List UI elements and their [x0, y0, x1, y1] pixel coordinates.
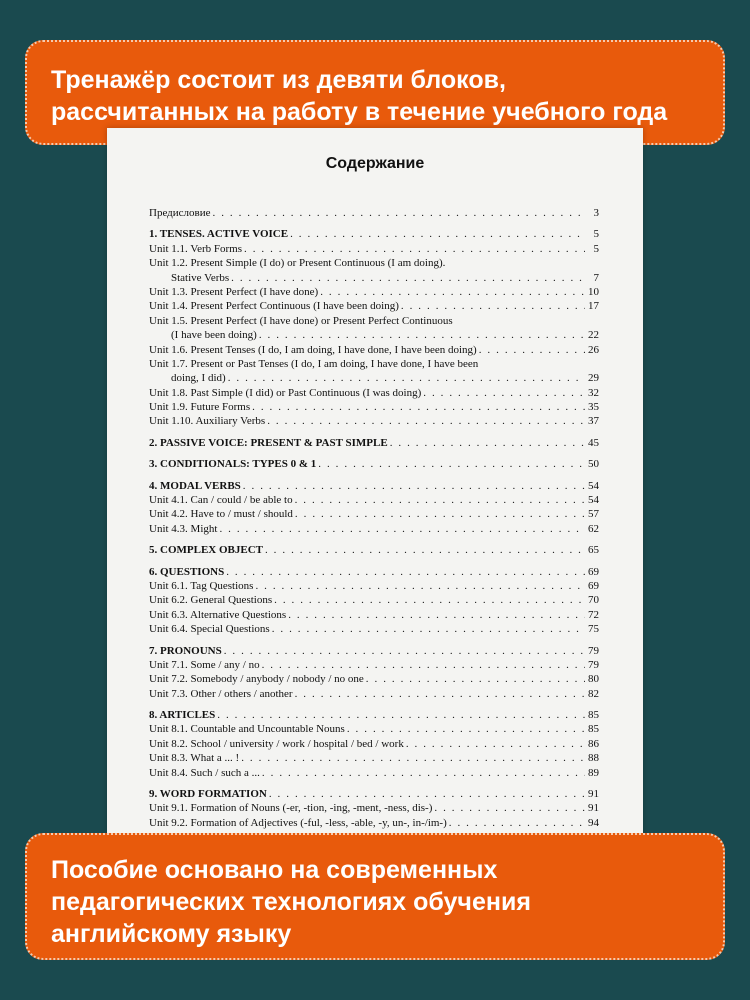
toc-entry-page: 5: [593, 242, 599, 255]
toc-entry-text: Unit 1.8. Past Simple (I did) or Past Continuous (I was doing): [149, 386, 422, 399]
toc-row: [149, 400, 599, 414]
toc-entry-page: 85: [588, 723, 599, 736]
toc-section: [149, 457, 599, 471]
bottom-banner-line-3: английскому языку: [51, 920, 292, 948]
toc-entry-text: Unit 8.2. School / university / work / hospital / bed / work: [149, 737, 404, 750]
toc-row: [149, 522, 599, 536]
bottom-banner-line-2: педагогических технологиях обучения: [51, 888, 531, 916]
toc-entry-text: 7. PRONOUNS: [149, 644, 222, 657]
toc-entry-text: Unit 1.3. Present Perfect (I have done): [149, 285, 319, 298]
toc-entry-page: 3: [593, 206, 599, 219]
toc-entry-page: 80: [588, 673, 599, 686]
toc-row: [149, 723, 599, 737]
toc-entry-text: 4. MODAL VERBS: [149, 479, 241, 492]
toc-section: [149, 708, 599, 722]
toc-entry-text: Unit 1.5. Present Perfect (I have done) or Present Perfect Continuous: [149, 314, 453, 327]
toc-entry-text: 1. TENSES. ACTIVE VOICE: [149, 228, 289, 241]
toc-row: [149, 414, 599, 428]
toc-entry-page: 69: [588, 565, 599, 578]
toc-row: [149, 299, 599, 313]
toc-entry-text: Unit 1.1. Verb Forms: [149, 242, 242, 255]
toc-entry-page: 89: [588, 766, 599, 779]
table-of-contents: [149, 206, 599, 830]
toc-entry-text: Unit 6.2. General Questions: [149, 594, 273, 607]
toc-section: [149, 644, 599, 658]
toc-row: [149, 622, 599, 636]
toc-section: [149, 436, 599, 450]
toc-entry-text: 6. QUESTIONS: [149, 565, 225, 578]
toc-row: [149, 608, 599, 622]
book-page: [107, 128, 643, 848]
toc-entry-page: 26: [588, 343, 599, 356]
toc-entry-text: 9. WORD FORMATION: [149, 788, 267, 801]
toc-entry-text: Unit 6.3. Alternative Questions: [149, 608, 287, 621]
toc-entry-page: 75: [588, 623, 599, 636]
toc-entry-page: 62: [588, 522, 599, 535]
toc-entry-page: 91: [588, 802, 599, 815]
toc-entry-page: 91: [588, 788, 599, 801]
toc-entry-page: 37: [588, 415, 599, 428]
toc-row: [149, 751, 599, 765]
toc-row: [149, 801, 599, 815]
toc-entry-text: Unit 1.9. Future Forms: [149, 401, 251, 414]
toc-entry-text: Unit 8.4. Such / such a ...: [149, 766, 260, 779]
toc-row-continued: [149, 271, 599, 285]
toc-row: [149, 579, 599, 593]
toc-row: [149, 386, 599, 400]
toc-row: [149, 285, 599, 299]
top-banner-line-2: рассчитанных на работу в течение учебного года: [51, 98, 668, 126]
toc-entry-text: Stative Verbs: [171, 271, 230, 284]
toc-entry-text: Unit 1.2. Present Simple (I do) or Present Continuous (I am doing).: [149, 257, 446, 270]
toc-entry-text: Unit 1.4. Present Perfect Continuous (I have been doing): [149, 300, 399, 313]
toc-section: [149, 543, 599, 557]
toc-entry-text: Unit 1.10. Auxiliary Verbs: [149, 415, 266, 428]
toc-entry-page: 86: [588, 737, 599, 750]
toc-entry-text: Unit 7.1. Some / any / no: [149, 658, 260, 671]
toc-row: [149, 314, 599, 328]
toc-entry-text: doing, I did): [171, 372, 226, 385]
toc-entry-page: 82: [588, 687, 599, 700]
toc-section: [149, 227, 599, 241]
toc-entry-text: 5. COMPLEX OBJECT: [149, 544, 263, 557]
toc-entry-page: 54: [588, 494, 599, 507]
toc-section: [149, 787, 599, 801]
toc-entry-page: 72: [588, 608, 599, 621]
toc-entry-text: Unit 4.3. Might: [149, 522, 218, 535]
toc-row: [149, 507, 599, 521]
toc-entry-text: 3. CONDITIONALS: TYPES 0 & 1: [149, 458, 317, 471]
toc-entry-page: 54: [588, 479, 599, 492]
toc-entry-text: 8. ARTICLES: [149, 709, 216, 722]
toc-entry-page: 69: [588, 579, 599, 592]
toc-entry-text: Unit 1.6. Present Tenses (I do, I am doing, I have done, I have been doing): [149, 343, 477, 356]
toc-entry-page: 88: [588, 752, 599, 765]
toc-row-continued: [149, 328, 599, 342]
page-title: Содержание: [325, 155, 425, 172]
toc-entry-text: Unit 4.1. Can / could / be able to: [149, 494, 293, 507]
toc-row: [149, 766, 599, 780]
toc-entry-page: 10: [588, 285, 599, 298]
toc-row: [149, 687, 599, 701]
toc-entry-page: 57: [588, 508, 599, 521]
toc-entry-text: 2. PASSIVE VOICE: PRESENT & PAST SIMPLE: [149, 436, 388, 449]
toc-entry-page: 50: [588, 458, 599, 471]
toc-entry-text: Unit 7.3. Other / others / another: [149, 687, 293, 700]
toc-entry-page: 45: [588, 436, 599, 449]
toc-row: [149, 242, 599, 256]
toc-row: [149, 206, 599, 220]
toc-entry-page: 85: [588, 709, 599, 722]
bottom-banner-line-1: Пособие основано на современных: [51, 856, 498, 884]
toc-entry-text: Unit 1.7. Present or Past Tenses (I do, I am doing, I have done, I have been: [149, 357, 479, 370]
toc-entry-page: 79: [588, 658, 599, 671]
toc-row: [149, 816, 599, 830]
toc-entry-page: 5: [593, 228, 599, 241]
toc-entry-text: Unit 4.2. Have to / must / should: [149, 508, 293, 521]
toc-entry-text: Unit 9.2. Formation of Adjectives (-ful, -less, -able, -y, un-, in-/im-): [149, 816, 447, 829]
toc-entry-text: Unit 8.3. What a ... !: [149, 752, 240, 765]
toc-entry-page: 22: [588, 329, 599, 342]
toc-entry-page: 35: [588, 401, 599, 414]
toc-entry-page: 7: [593, 271, 599, 284]
toc-row: [149, 357, 599, 371]
toc-section: [149, 479, 599, 493]
toc-row: [149, 343, 599, 357]
toc-row: [149, 672, 599, 686]
toc-entry-page: 94: [588, 816, 599, 829]
toc-entry-page: 17: [588, 300, 599, 313]
toc-entry-text: (I have been doing): [171, 329, 257, 342]
toc-entry-text: Unit 6.1. Tag Questions: [149, 579, 254, 592]
toc-row-continued: [149, 371, 599, 385]
toc-row: [149, 737, 599, 751]
toc-entry-text: Unit 9.1. Formation of Nouns (-er, -tion, -ing, -ment, -ness, dis-): [149, 802, 433, 815]
toc-row: [149, 658, 599, 672]
toc-row: [149, 493, 599, 507]
toc-entry-page: 29: [588, 372, 599, 385]
toc-entry-page: 70: [588, 594, 599, 607]
bottom-banner: [25, 833, 725, 960]
toc-entry-text: Unit 7.2. Somebody / anybody / nobody / no one: [149, 673, 364, 686]
toc-row: [149, 256, 599, 270]
top-banner-line-1: Тренажёр состоит из девяти блоков,: [51, 66, 506, 94]
toc-entry-page: 32: [588, 386, 599, 399]
toc-section: [149, 565, 599, 579]
toc-entry-text: Unit 6.4. Special Questions: [149, 623, 270, 636]
toc-entry-text: Предисловие: [149, 206, 211, 219]
toc-entry-text: Unit 8.1. Countable and Uncountable Nouns: [149, 723, 345, 736]
toc-entry-page: 65: [588, 544, 599, 557]
toc-row: [149, 593, 599, 607]
toc-entry-page: 79: [588, 644, 599, 657]
